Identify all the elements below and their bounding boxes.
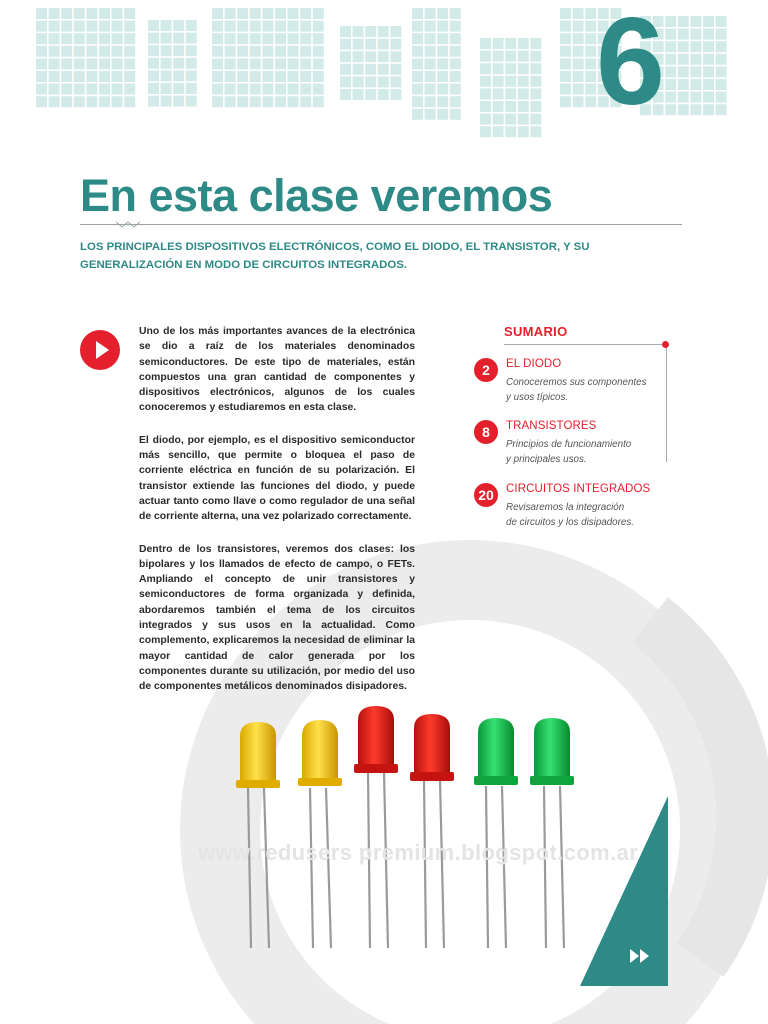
led-red-2	[410, 714, 454, 948]
intro-text	[139, 324, 415, 712]
page-badge: 20	[474, 483, 498, 507]
body-paragraph: Dentro de los transistores, veremos dos clases: los bipolares y los llamados de efecto de campo, o FETs. Ampliando el concepto de unir transistores y semiconductores de forma organizada y definida, abordaremos también el tema de los circuitos integrados y sus usos en la actualidad. Como complemento, explicaremos la necesidad de eliminar la mayor cantidad de calor generada por los componentes durante su utilización, por medio del uso de componentes metálicos denominados disipadores.	[139, 543, 415, 693]
corner-triangle	[580, 796, 668, 986]
sumario-rule	[504, 344, 666, 345]
sumario-desc-line: de circuitos y los disipadores.	[506, 517, 634, 528]
sumario-rule-vertical	[666, 344, 667, 462]
sumario-item-description	[506, 437, 666, 467]
sumario-item-title: TRANSISTORES	[506, 420, 597, 432]
body-paragraph: Uno de los más importantes avances de la electrónica se dio a raíz de los materiales denominados semiconductores. De este tipo de materiales, están compuestos una gran cantidad de componentes y dispositivos electrónicos, algunos de los cuales conoceremos y estudiaremos en esta clase.	[139, 326, 415, 414]
watermark: www.redusers premium.blogspot.com.ar	[198, 840, 639, 865]
led-photo	[220, 700, 600, 960]
sumario-dot-icon	[662, 341, 669, 348]
sumario-desc-line: Conoceremos sus componentes	[506, 377, 647, 388]
led-green-1	[474, 718, 518, 948]
sumario-item-title: CIRCUITOS INTEGRADOS	[506, 483, 651, 495]
page-badge: 2	[474, 358, 498, 382]
page-title: En esta clase veremos	[80, 170, 553, 221]
led-yellow-1	[236, 722, 280, 948]
body-paragraph: El diodo, por ejemplo, es el dispositivo semiconductor más sencillo, que permite o bloquea el paso de corriente eléctrica en función de su polarización. El transistor extiende las funciones del diodo, y puede actuar tanto como llave o como regulador de una señal de corriente alterna, una vez polarizado correctamente.	[139, 434, 415, 523]
sumario-desc-line: y principales usos.	[506, 454, 587, 465]
sumario-title: SUMARIO	[504, 324, 568, 339]
sumario-desc-line: Revisaremos la integración	[506, 502, 625, 513]
sumario-desc-line: Principios de funcionamiento	[506, 439, 632, 450]
sumario-item-title: EL DIODO	[506, 358, 562, 370]
sumario-item-description	[506, 375, 666, 405]
led-green-2	[530, 718, 574, 948]
title-divider	[80, 224, 682, 225]
sumario-desc-line: y usos típicos.	[506, 392, 569, 403]
page-badge: 8	[474, 420, 498, 444]
led-red-1	[354, 706, 398, 948]
page-subtitle: LOS PRINCIPALES DISPOSITIVOS ELECTRÓNICOS, COMO EL DIODO, EL TRANSISTOR, Y SU GENERALIZACIÓN EN MODO DE CIRCUITOS INTEGRADOS.	[80, 241, 590, 271]
title-zigzag-mark	[116, 220, 140, 228]
play-icon	[80, 330, 120, 370]
next-page-icon[interactable]	[628, 946, 652, 966]
led-yellow-2	[298, 720, 342, 948]
chapter-number: 6	[596, 0, 661, 131]
sumario-item-description	[506, 500, 666, 530]
